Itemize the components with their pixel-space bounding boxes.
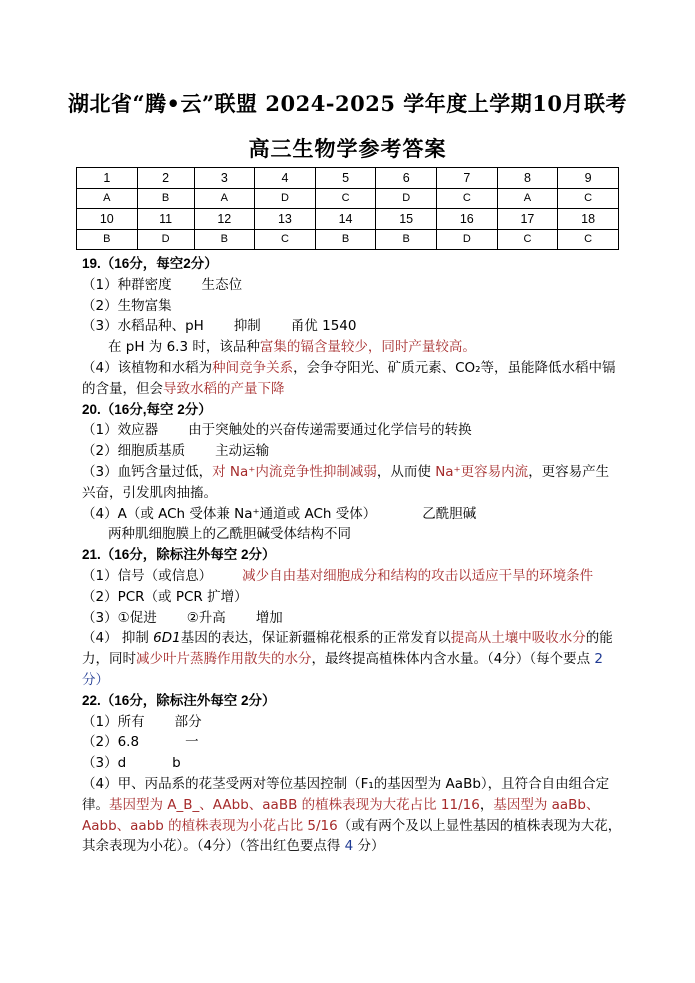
q20-line1: （1）效应器 由于突触处的兴奋传递需要通过化学信号的转换: [82, 422, 472, 439]
answer-cell: D: [376, 188, 437, 209]
question-number-cell: 11: [137, 209, 194, 230]
q21-line2: （2）PCR（或 PCR 扩增）: [82, 588, 248, 605]
q19-line5: （4）该植物和水稻为种间竞争关系，会争夺阳光、矿质元素、CO₂等，虽能降低水稻中镉的含量，但会导致水稻的产量下降: [82, 359, 616, 397]
q20-line3: （3）血钙含量过低，对 Na⁺内流竞争性抑制减弱，从而使 Na⁺更容易内流，更容易产生兴奋，引发肌肉抽搐。: [82, 463, 610, 501]
q22-line3: （3）d b: [82, 755, 181, 772]
q20-line4: （4）A（或 ACh 受体兼 Na⁺通道或 ACh 受体） 乙酰胆碱: [82, 505, 477, 522]
question-number-cell: 12: [194, 209, 255, 230]
q22-line4: （4）甲、丙品系的花茎受两对等位基因控制（F₁的基因型为 AaBb），且符合自由组合定律。基因型为 A_B_、AAbb、aaBB 的植株表现为大花占比 11/16，基因型为 aaBb、Aabb、aabb 的植株表现为小花占比 5/16（或有两个及以上显性基因的植株表现为大花，其余表现为小花）。（4分）（答出红色要点得 4 分）: [82, 775, 622, 855]
question-number-row: [77, 168, 619, 189]
q19-line1: （1）种群密度 生态位: [82, 276, 243, 293]
question-number-cell: 18: [558, 209, 619, 230]
answer-cell: B: [315, 229, 376, 250]
q19-heading: 19.（16分，每空2分）: [82, 256, 218, 271]
answer-cell: A: [497, 188, 558, 209]
answer-cell: D: [437, 229, 498, 250]
question-number-cell: 1: [77, 168, 138, 189]
answer-cell: C: [255, 229, 316, 250]
answer-cell: D: [137, 229, 194, 250]
question-number-cell: 16: [437, 209, 498, 230]
question-number-cell: 17: [497, 209, 558, 230]
question-number-cell: 3: [194, 168, 255, 189]
answer-cell: C: [558, 188, 619, 209]
answer-cell: B: [376, 229, 437, 250]
q22-line1: （1）所有 部分: [82, 713, 202, 730]
question-number-cell: 8: [497, 168, 558, 189]
answer-cell: A: [194, 188, 255, 209]
answer-cell: B: [194, 229, 255, 250]
q20-line2: （2）细胞质基质 主动运输: [82, 443, 270, 460]
question-number-cell: 6: [376, 168, 437, 189]
answer-cell: D: [255, 188, 316, 209]
q19-line3: （3）水稻品种、pH 抑制 甬优 1540: [82, 318, 357, 335]
question-number-cell: 7: [437, 168, 498, 189]
question-number-cell: 2: [137, 168, 194, 189]
question-number-cell: 15: [376, 209, 437, 230]
question-number-cell: 9: [558, 168, 619, 189]
answer-row: [77, 229, 619, 250]
q22-line2: （2）6.8 一: [82, 734, 199, 751]
answer-table: [76, 167, 619, 250]
page-subtitle: 高三生物学参考答案: [248, 136, 447, 161]
q19-line2: （2）生物富集: [82, 297, 172, 314]
answer-cell: B: [137, 188, 194, 209]
q21-heading: 21.（16分，除标注外每空 2分）: [82, 547, 276, 563]
q21-line1: （1）信号（或信息） 减少自由基对细胞成分和结构的攻击以适应干旱的环境条件: [82, 567, 594, 584]
question-number-cell: 13: [255, 209, 316, 230]
q21-line4: （4） 抑制 6D1基因的表达，保证新疆棉花根系的正常发育以提高从土壤中吸收水分的能力，同时减少叶片蒸腾作用散失的水分，最终提高植株体内含水量。（4分）（每个要点 2分）: [82, 630, 613, 688]
answer-cell: C: [558, 229, 619, 250]
q19-line4: 在 pH 为 6.3 时，该品种富集的镉含量较少，同时产量较高。: [108, 339, 476, 356]
q20-line5: 两种肌细胞膜上的乙酰胆碱受体结构不同: [108, 526, 351, 543]
q21-line3: （3）①促进 ②升高 增加: [82, 609, 283, 626]
question-number-cell: 10: [77, 209, 138, 230]
question-number-cell: 4: [255, 168, 316, 189]
answer-cell: A: [77, 188, 138, 209]
q22-heading: 22.（16分，除标注外每空 2分）: [82, 692, 276, 708]
answer-cell: B: [77, 229, 138, 250]
answer-content: [82, 254, 622, 857]
answer-row: [77, 188, 619, 209]
answer-cell: C: [497, 229, 558, 250]
question-number-cell: 14: [315, 209, 376, 230]
answer-cell: C: [437, 188, 498, 209]
question-number-cell: 5: [315, 168, 376, 189]
q20-heading: 20.（16分,每空 2分）: [82, 401, 212, 417]
answer-cell: C: [315, 188, 376, 209]
page-title: 湖北省“腾•云”联盟 2024-2025 学年度上学期10月联考: [67, 91, 628, 116]
question-number-row: [77, 209, 619, 230]
